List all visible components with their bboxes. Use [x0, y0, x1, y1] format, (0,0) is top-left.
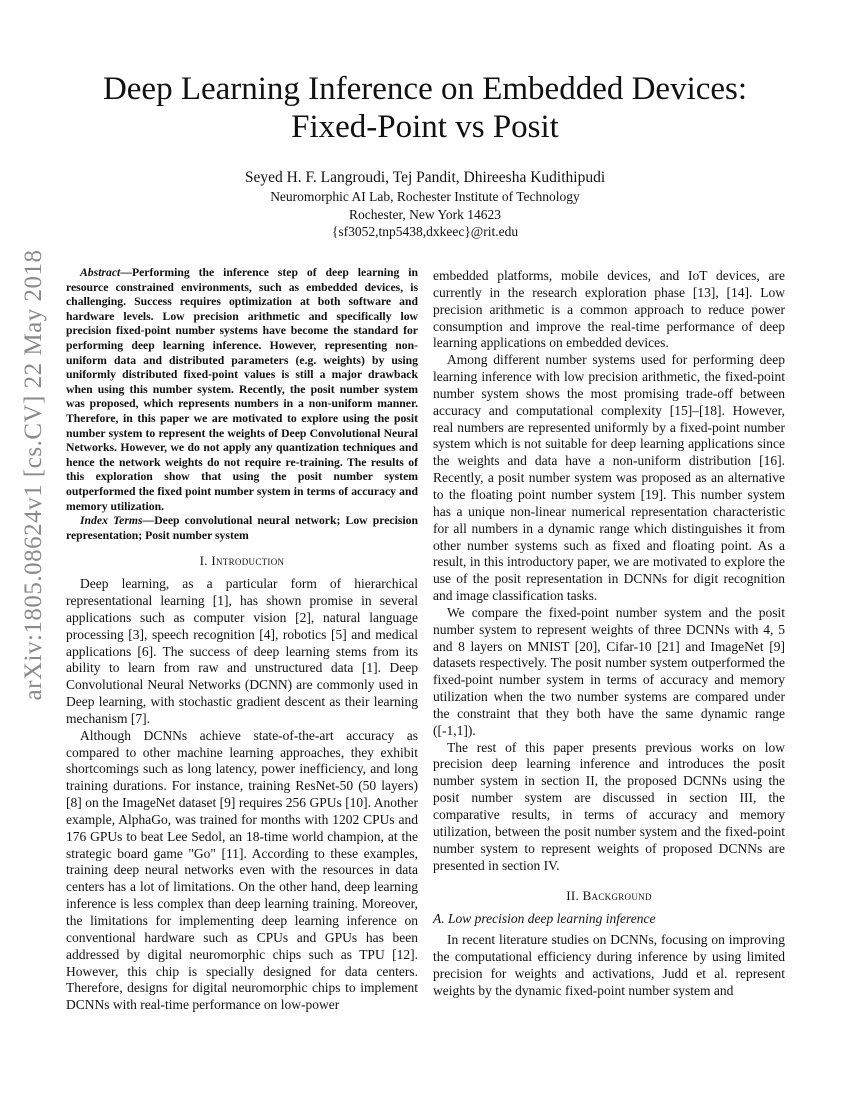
section-heading-background — [433, 888, 785, 905]
background-paragraph-1: In recent literature studies on DCNNs, focusing on improving the computational efficiency during inference by using limited precision for weights and activations, Judd et al. represent weights by the dynamic fixed-point number system and — [433, 932, 785, 998]
arxiv-stamp-text: arXiv:1805.08624v1 [cs.CV] 22 May 2018 — [20, 249, 47, 701]
subsection-heading: A. Low precision deep learning inference — [433, 911, 656, 927]
arxiv-identifier — [14, 249, 54, 701]
abstract — [66, 266, 418, 514]
abstract-text: —Performing the inference step of deep learning in resource constrained environments, such as embedded devices, is challenging. Success requires optimization at both software and hardware levels. Low precision arithmetic and specifically low precision fixed-point number systems have become the standard for performing deep learning inference. However, representing non-uniform data and distributed parameters (e.g. weights) by using uniformly distributed fixed-point values is still a major drawback when using this number system. Recently, the posit number system was proposed, which represents numbers in a non-uniform manner. Therefore, in this paper we are motivated to explore using the posit number system to represent the weights of Deep Convolutional Neural Networks. However, we do not apply any quantization techniques and hence the network weights do not require re-training. The results of this exploration show that using the posit number system outperformed the fixed point number system in terms of accuracy and memory utilization. — [66, 266, 418, 513]
section-title: Background — [582, 888, 652, 904]
intro-paragraph-5: We compare the fixed-point number system and the posit number system to represent weights of three DCNNs with 4, 5 and 8 layers on MNIST [20], Cifar-10 [21] and ImageNet [9] datasets respectively. The posit number system outperformed the fixed-point number system in terms of accuracy and memory utilization when the two number systems are compared under the constraint that they both have the same dynamic range ([-1,1]). — [433, 604, 785, 738]
index-terms — [66, 514, 418, 543]
intro-paragraph-3: embedded platforms, mobile devices, and IoT devices, are currently in the research exploration phase [13], [14]. Low precision arithmetic is a common approach to reduce power consumption and improve the real-time performance of deep learning applications on embedded devices. — [433, 268, 785, 351]
section-heading-introduction — [66, 553, 418, 570]
left-column — [66, 266, 418, 1014]
index-terms-label: Index Terms — [80, 514, 143, 528]
title-line-2: Fixed-Point vs Posit — [291, 109, 559, 145]
title-line-1: Deep Learning Inference on Embedded Devices: — [102, 71, 748, 107]
author-list: Seyed H. F. Langroudi, Tej Pandit, Dhireesha Kudithipudi — [244, 169, 606, 186]
right-column — [433, 268, 785, 999]
intro-paragraph-2: Although DCNNs achieve state-of-the-art accuracy as compared to other machine learning approaches, they exhibit shortcomings such as long latency, power inefficiency, and long training durations. For instance, training ResNet-50 (50 layers) [8] on the ImageNet dataset [9] requires 256 GPUs [10]. Another example, AlphaGo, was trained for months with 1202 CPUs and 176 GPUs to beat Lee Sedol, an 18-time world champion, at the strategic board game "Go" [11]. According to these examples, training deep neural networks even with the resources in data centers has a lot of limitations. On the other hand, deep learning inference is less complex than deep learning training. Moreover, the limitations for implementing deep learning inference on conventional hardware such as CPUs and GPUs has been addressed by digital neuromorphic chips such as TPU [12]. However, this chip is specially designed for data centers. Therefore, designs for digital neuromorphic chips to implement DCNNs with real-time performance on low-power — [66, 727, 418, 1013]
index-terms-text: —Deep convolutional neural network; Low precision representation; Posit number system — [66, 514, 418, 542]
affiliation-emails: {sf3052,tnp5438,dxkeec}@rit.edu — [331, 224, 519, 239]
section-title: Introduction — [211, 553, 285, 569]
affiliation-city: Rochester, New York 14623 — [348, 206, 502, 222]
abstract-label: Abstract — [80, 266, 121, 279]
section-number: I. — [199, 553, 212, 569]
intro-paragraph-6: The rest of this paper presents previous works on low precision deep learning inference and introduces the posit number system in section II, the proposed DCNNs using the posit number system are discussed in section III, the comparative results, in terms of accuracy and memory utilization, between the posit number system and the fixed-point number system to represent weights of proposed DCNNs are presented in section IV. — [433, 739, 785, 873]
affiliation-lab: Neuromorphic AI Lab, Rochester Institute of Technology — [270, 189, 580, 204]
affiliation-block — [60, 188, 790, 241]
section-number: II. — [566, 888, 583, 904]
intro-paragraph-1: Deep learning, as a particular form of hierarchical representational learning [1], has shown promise in several applications such as computer vision [2], natural language processing [3], speech recognition [4], robotics [5] and medical applications [6]. The success of deep learning stems from its ability to learn from raw and unstructured data [1]. Deep Convolutional Neural Networks (DCNN) are commonly used in Deep learning, with stochastic gradient descent as their learning mechanism [7]. — [66, 576, 418, 726]
paper-title — [60, 70, 790, 146]
intro-paragraph-4: Among different number systems used for performing deep learning inference with low precision arithmetic, the fixed-point number system shows the most promising trade-off between accuracy and computational complexity [15]–[18]. However, real numbers are represented uniformly by a fixed-point number system which is not suitable for deep learning applications since the weights and data have a non-uniform distribution [16]. Recently, a posit number system was proposed as an alternative to the floating point number system [19]. This number system has a unique non-linear numerical representation characteristic for all numbers in a dynamic range which distinguishes it from other number systems such as fixed and floating point. As a result, in this introductory paper, we are motivated to explore the use of the posit representation in DCNNs for digit recognition and image classification tasks. — [433, 352, 785, 604]
